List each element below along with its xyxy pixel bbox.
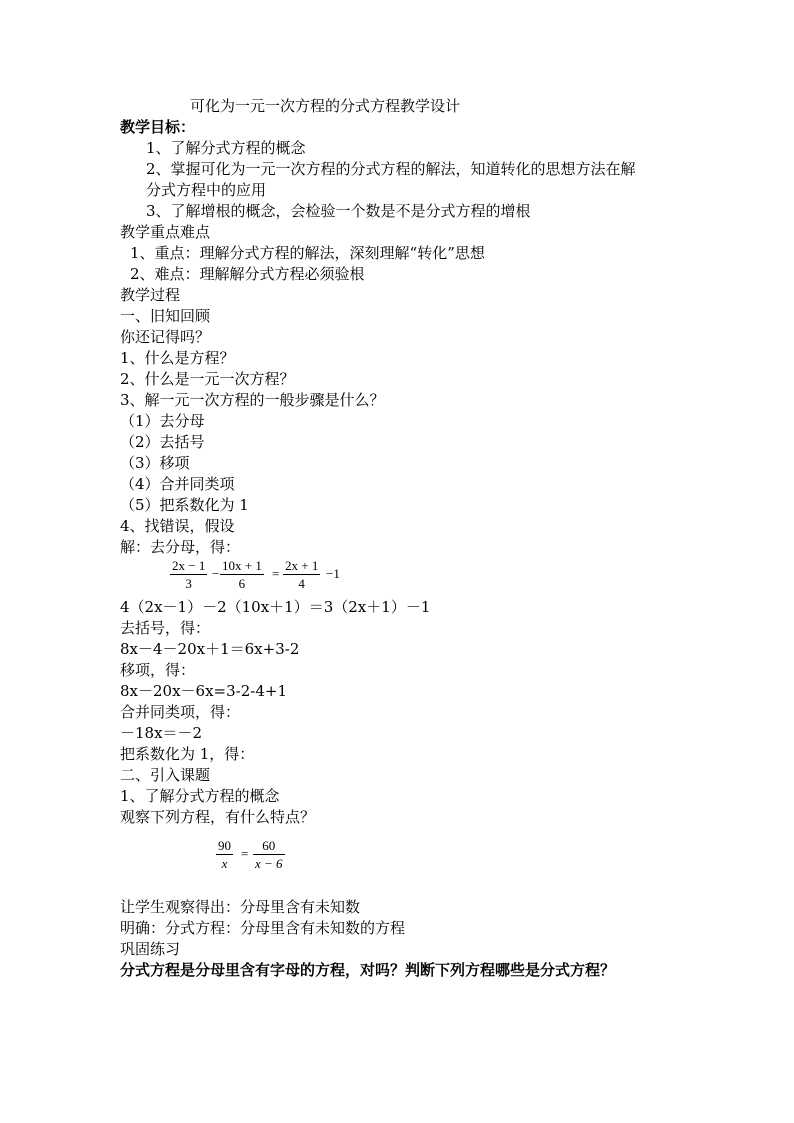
fraction-left	[216, 838, 233, 871]
fraction-2-numerator: 10x + 1	[222, 558, 262, 573]
intro-heading: 二、引入课题	[120, 766, 211, 784]
fraction-1-denominator: 3	[185, 576, 192, 591]
step-remove-parentheses: 去括号，得：	[120, 619, 211, 637]
judge-question: 分式方程是分母里含有字母的方程，对吗？判断下列方程哪些是分式方程？	[120, 961, 616, 979]
definition: 明确：分式方程：分母里含有未知数的方程	[120, 919, 406, 937]
key-item-1: 1、重点：理解分式方程的解法，深刻理解“转化”思想	[130, 244, 485, 262]
fraction-3-denominator: 4	[298, 576, 305, 591]
practice-heading: 巩固练习	[120, 940, 181, 958]
equation-line-d: －18x＝－2	[120, 724, 203, 742]
step-item-5: （5）把系数化为 1	[120, 496, 249, 514]
review-question-0: 你还记得吗？	[120, 328, 211, 346]
fraction-right-denominator: x − 6	[255, 856, 283, 871]
fraction-2	[220, 558, 264, 591]
goal-item-2: 2、掌握可化为一元一次方程的分式方程的解法，知道转化的思想方法在解	[146, 160, 636, 178]
review-heading: 一、旧知回顾	[120, 307, 211, 325]
step-item-1: （1）去分母	[120, 412, 205, 430]
goal-item-1: 1、了解分式方程的概念	[146, 139, 306, 157]
review-question-1: 1、什么是方程？	[120, 349, 235, 367]
review-question-4: 4、找错误，假设	[120, 517, 235, 535]
step-item-3: （3）移项	[120, 454, 190, 472]
equation-line-c: 8x－20x－6x=3-2-4+1	[120, 682, 287, 700]
concept-item: 1、了解分式方程的概念	[120, 787, 280, 805]
goal-item-3: 3、了解增根的概念，会检验一个数是不是分式方程的增根	[146, 202, 531, 220]
step-item-4: （4）合并同类项	[120, 475, 235, 493]
student-observation: 让学生观察得出：分母里含有未知数	[120, 898, 361, 916]
fraction-right-numerator: 60	[262, 838, 276, 853]
observe-prompt: 观察下列方程，有什么特点？	[120, 808, 316, 826]
step-move-terms: 移项，得：	[120, 661, 196, 679]
step-item-2: （2）去括号	[120, 433, 205, 451]
equals-operator: =	[272, 566, 280, 581]
review-question-3: 3、解一元一次方程的一般步骤是什么？	[120, 391, 385, 409]
fraction-1-numerator: 2x − 1	[172, 558, 206, 573]
fraction-left-denominator: x	[221, 856, 228, 871]
goals-heading: 教学目标：	[120, 118, 196, 136]
step-coefficient: 把系数化为 1，得：	[120, 745, 255, 763]
equation-tail: −1	[326, 566, 340, 581]
equation-line-b: 8x－4－20x＋1＝6x+3-2	[120, 640, 300, 658]
fraction-1	[170, 558, 207, 591]
fraction-left-numerator: 90	[218, 838, 231, 853]
goal-item-2-cont: 分式方程中的应用	[146, 181, 267, 199]
key-heading: 教学重点难点	[120, 223, 211, 241]
fraction-right	[253, 838, 285, 871]
fraction-3-numerator: 2x + 1	[285, 558, 319, 573]
review-question-2: 2、什么是一元一次方程？	[120, 370, 295, 388]
equation-line-a: 4（2x－1）－2（10x＋1）＝3（2x＋1）－1	[120, 598, 431, 616]
minus-operator: −	[212, 566, 220, 581]
fraction-2-denominator: 6	[238, 576, 246, 591]
key-item-2: 2、难点：理解解分式方程必须验根	[130, 265, 365, 283]
solution-intro: 解：去分母，得：	[120, 538, 241, 556]
fraction-3	[283, 558, 320, 591]
process-heading: 教学过程	[120, 286, 181, 304]
step-combine-terms: 合并同类项，得：	[120, 703, 241, 721]
document-title: 可化为一元一次方程的分式方程教学设计	[190, 97, 461, 115]
equals-operator: =	[241, 846, 249, 861]
